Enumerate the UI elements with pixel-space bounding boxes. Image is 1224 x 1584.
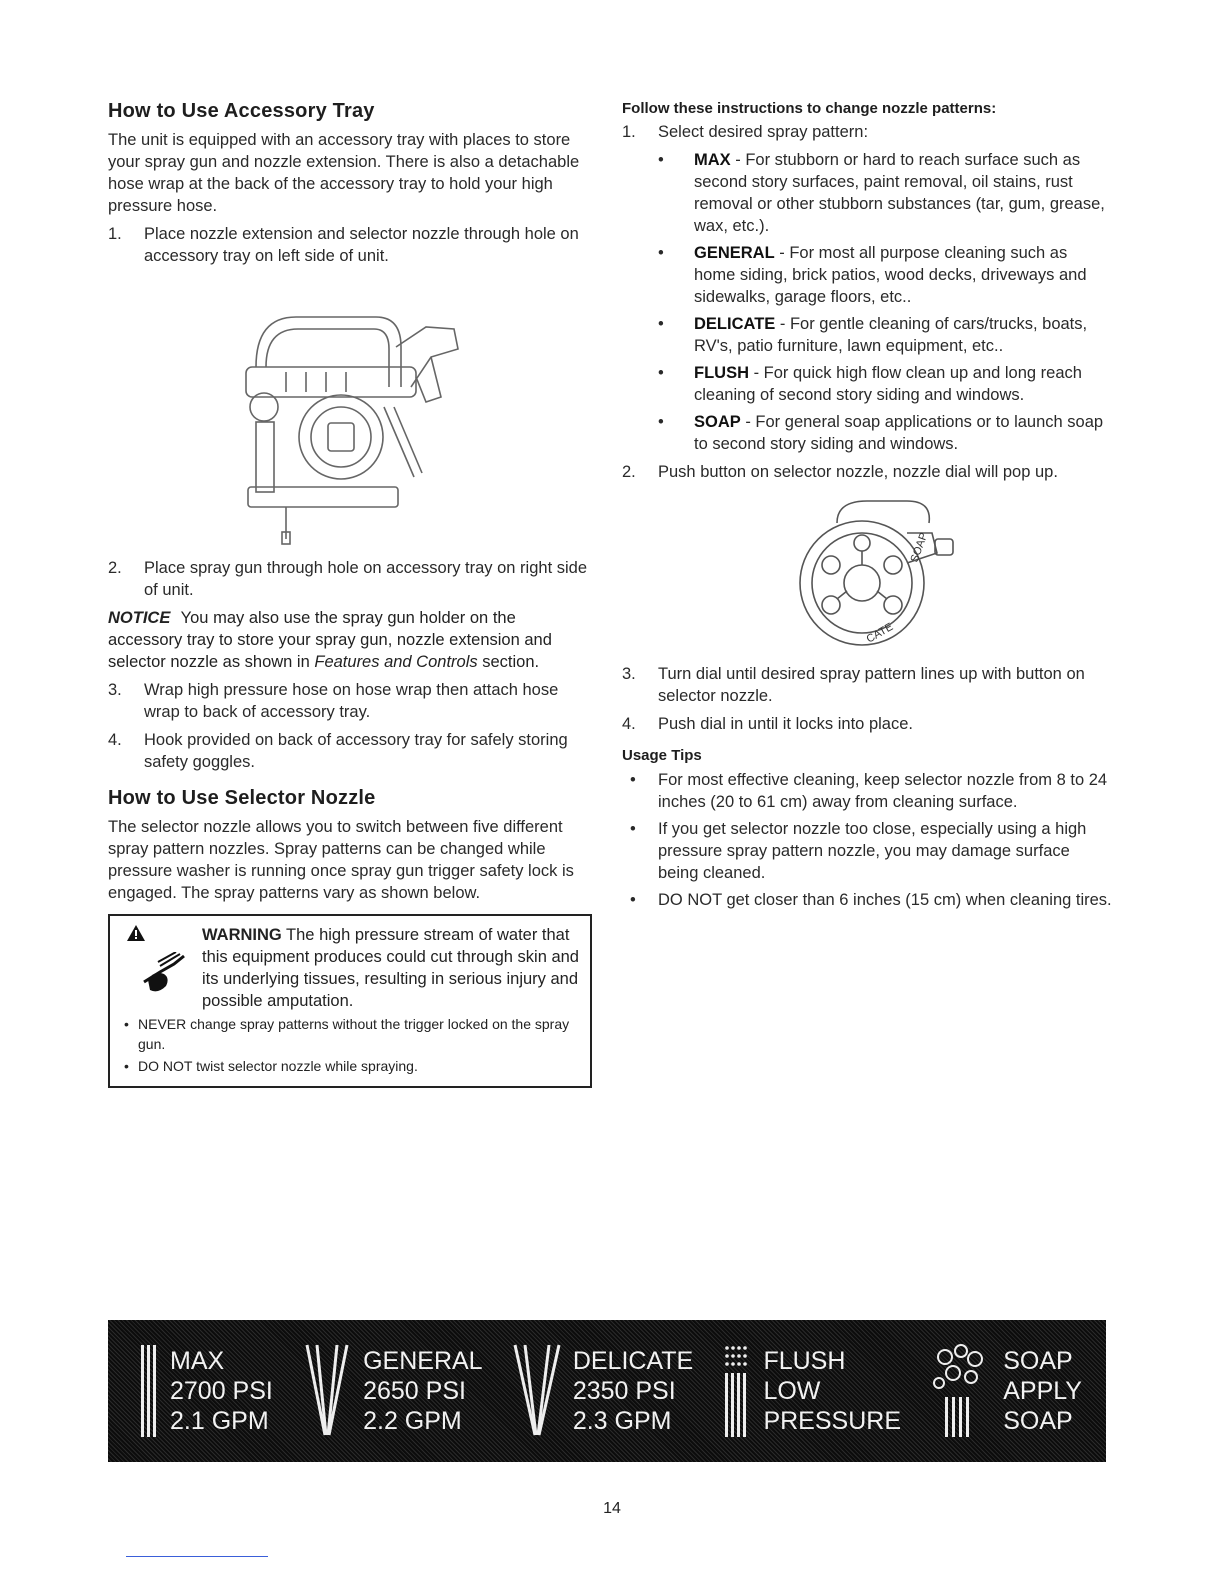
- banner-pressure: LOW: [763, 1377, 821, 1405]
- bullet-icon: •: [124, 1016, 129, 1032]
- banner-flow: 2.1 GPM: [170, 1407, 269, 1435]
- notice-reference: Features and Controls: [314, 653, 478, 671]
- accessory-step-4: [108, 729, 593, 773]
- usage-tip: [622, 818, 1112, 884]
- bullet-icon: •: [630, 820, 636, 838]
- nozzle-step-3: [622, 663, 1112, 707]
- bullet-icon: •: [630, 891, 636, 909]
- banner-text: [763, 1346, 901, 1436]
- pattern-item-flush: [622, 362, 1112, 406]
- notice-block: [108, 607, 593, 673]
- warning-bullet: [122, 1014, 580, 1054]
- dial-label-soap: SOAP: [908, 531, 931, 565]
- usage-tips-heading: Usage Tips: [622, 747, 702, 764]
- pattern-item-max: [622, 149, 1112, 237]
- banner-pressure: APPLY: [1003, 1377, 1082, 1405]
- left-column: [108, 100, 593, 1088]
- usage-tip-text: If you get selector nozzle too close, especially using a high pressure spray pattern nozzle, you may damage surface being cleaned.: [658, 820, 1087, 882]
- selector-nozzle-heading: How to Use Selector Nozzle: [108, 787, 376, 809]
- banner-text: [170, 1346, 273, 1436]
- warning-header: [122, 924, 580, 1012]
- banner-label: DELICATE: [572, 1347, 694, 1375]
- banner-flow: SOAP: [1003, 1407, 1073, 1435]
- accessory-tray-heading: How to Use Accessory Tray: [108, 100, 375, 122]
- flush-spray-icon: [723, 1343, 751, 1439]
- accessory-step-2: [108, 557, 593, 601]
- banner-text: [573, 1346, 693, 1436]
- step-number: 3.: [622, 665, 636, 683]
- pattern-description: - For general soap applications or to launch soap to second story siding and windows.: [694, 413, 1104, 453]
- max-spray-icon: [138, 1343, 158, 1439]
- banner-text: [1003, 1346, 1082, 1436]
- warning-box: [108, 914, 592, 1088]
- bullet-icon: •: [124, 1058, 129, 1074]
- warning-bullet: [122, 1056, 580, 1076]
- step-number: 1.: [622, 123, 636, 141]
- bullet-icon: •: [630, 771, 636, 789]
- notice-label: NOTICE: [108, 609, 171, 627]
- pattern-description: - For quick high flow clean up and long reach cleaning of second story siding and windows.: [694, 364, 1082, 404]
- spray-pattern-banner: [108, 1320, 1106, 1462]
- pattern-item-soap: [622, 411, 1112, 455]
- warning-bullet-text: NEVER change spray patterns without the trigger locked on the spray gun.: [138, 1016, 570, 1052]
- step-number: 2.: [108, 559, 122, 577]
- banner-pressure: 2650 PSI: [363, 1377, 466, 1405]
- banner-text: [363, 1346, 482, 1436]
- selector-nozzle-illustration: [767, 493, 967, 653]
- warning-label: WARNING: [202, 926, 282, 944]
- nozzle-step-1: [622, 121, 1112, 143]
- accessory-tray-illustration: [226, 277, 476, 547]
- instructions-heading: Follow these instructions to change nozzle patterns:: [622, 100, 997, 117]
- selector-nozzle-intro: The selector nozzle allows you to switch between five different spray pattern nozzles. Spray patterns can be changed while pressure washer is running once spray gun trigger safety lock is engaged. The spray patterns vary as shown below.: [108, 818, 574, 902]
- bullet-icon: •: [658, 315, 664, 333]
- accessory-step-1: [108, 223, 593, 267]
- step-text: Place nozzle extension and selector nozzle through hole on accessory tray on left side of unit.: [144, 225, 579, 265]
- step-number: 1.: [108, 225, 122, 243]
- step-number: 2.: [622, 463, 636, 481]
- step-text: Wrap high pressure hose on hose wrap then attach hose wrap to back of accessory tray.: [144, 681, 559, 721]
- banner-label: MAX: [170, 1347, 225, 1375]
- step-text: Turn dial until desired spray pattern lines up with button on selector nozzle.: [658, 665, 1085, 705]
- banner-item-soap: [931, 1343, 1082, 1439]
- pattern-description: - For gentle cleaning of cars/trucks, boats, RV's, patio furniture, lawn equipment, etc..: [694, 315, 1088, 355]
- banner-label: FLUSH: [763, 1347, 846, 1375]
- pattern-name: GENERAL: [694, 244, 775, 262]
- banner-flow: 2.3 GPM: [572, 1407, 672, 1435]
- accessory-step-3: [108, 679, 593, 723]
- bullet-icon: •: [658, 364, 664, 382]
- hand-injury-icon: [140, 952, 188, 996]
- pattern-description: - For most all purpose cleaning such as home siding, brick patios, wood decks, driveways and sidewalks, garage floors, etc..: [694, 244, 1087, 306]
- delicate-spray-icon: [513, 1343, 561, 1439]
- soap-spray-icon: [931, 1343, 991, 1439]
- bullet-icon: •: [658, 151, 664, 169]
- pattern-item-delicate: [622, 313, 1112, 357]
- page-number: 14: [603, 1500, 621, 1517]
- step-text: Select desired spray pattern:: [658, 123, 869, 141]
- usage-tip-text: For most effective cleaning, keep selector nozzle from 8 to 24 inches (20 to 61 cm) away from cleaning surface.: [658, 771, 1108, 811]
- bullet-icon: •: [658, 413, 664, 431]
- notice-text-end: section.: [482, 653, 540, 671]
- step-number: 4.: [622, 715, 636, 733]
- pattern-item-general: [622, 242, 1112, 308]
- general-spray-icon: [303, 1343, 351, 1439]
- banner-label: SOAP: [1003, 1347, 1073, 1375]
- banner-item-flush: [723, 1343, 901, 1439]
- nozzle-step-2: [622, 461, 1112, 483]
- notice-text: You may also use the spray gun holder on the accessory tray to store your spray gun, nozzle extension and selector nozzle as shown in: [108, 609, 552, 671]
- step-text: Hook provided on back of accessory tray for safely storing safety goggles.: [144, 731, 568, 771]
- banner-item-delicate: [513, 1343, 693, 1439]
- banner-flow: 2.2 GPM: [363, 1407, 462, 1435]
- banner-pressure: 2700 PSI: [170, 1377, 273, 1405]
- footer-rule: [126, 1556, 268, 1557]
- banner-label: GENERAL: [363, 1347, 483, 1375]
- step-number: 3.: [108, 681, 122, 699]
- banner-item-max: [138, 1343, 273, 1439]
- accessory-tray-intro: The unit is equipped with an accessory tray with places to store your spray gun and nozzle extension. There is also a detachable hose wrap at the back of the accessory tray to hold your high pressure hose.: [108, 131, 580, 215]
- banner-flow: PRESSURE: [763, 1407, 901, 1435]
- usage-tip-text: DO NOT get closer than 6 inches (15 cm) when cleaning tires.: [658, 891, 1112, 909]
- nozzle-step-4: [622, 713, 1112, 735]
- step-text: Push dial in until it locks into place.: [658, 715, 913, 733]
- warning-bullet-text: DO NOT twist selector nozzle while spraying.: [138, 1058, 418, 1074]
- step-number: 4.: [108, 731, 122, 749]
- pattern-name: MAX: [694, 151, 731, 169]
- warning-triangle-icon: [126, 924, 146, 942]
- banner-pressure: 2350 PSI: [572, 1377, 676, 1405]
- usage-tip: [622, 889, 1112, 911]
- dial-label-delicate: CATE: [864, 620, 896, 646]
- pattern-name: DELICATE: [694, 315, 776, 333]
- bullet-icon: •: [658, 244, 664, 262]
- usage-tip: [622, 769, 1112, 813]
- right-column: [622, 100, 1112, 916]
- step-text: Place spray gun through hole on accessory tray on right side of unit.: [144, 559, 588, 599]
- pattern-description: - For stubborn or hard to reach surface such as second story surfaces, paint removal, oil stains, rust removal or other stubborn substances (tar, gum, grease, wax, etc.).: [694, 151, 1105, 235]
- banner-item-general: [303, 1343, 482, 1439]
- step-text: Push button on selector nozzle, nozzle dial will pop up.: [658, 463, 1058, 481]
- pattern-name: SOAP: [694, 413, 741, 431]
- pattern-name: FLUSH: [694, 364, 749, 382]
- warning-text: The high pressure stream of water that this equipment produces could cut through skin and its underlying tissues, resulting in serious injury and possible amputation.: [202, 926, 579, 1010]
